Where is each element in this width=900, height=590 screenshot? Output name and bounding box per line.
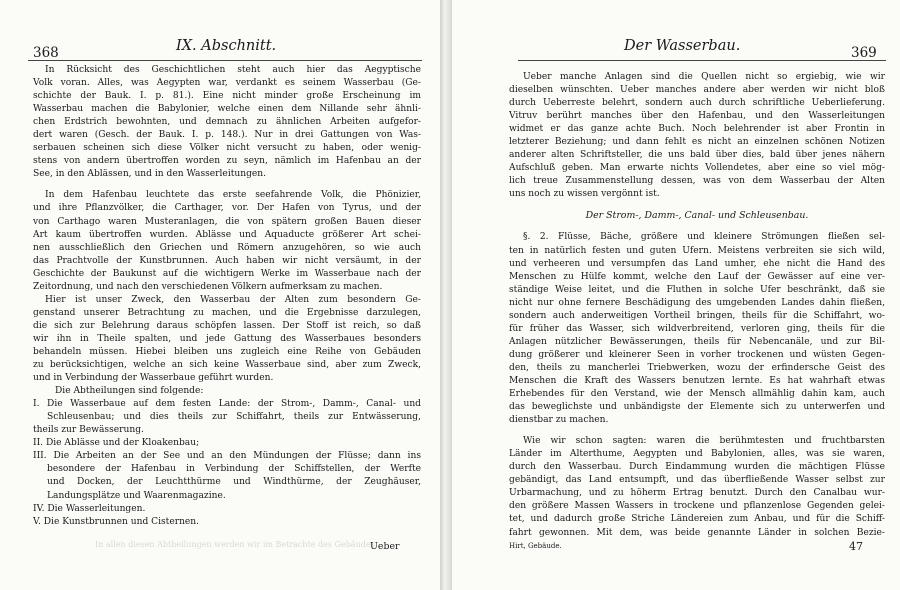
text-line: ständige Weise leitet, und die Fluthen in solche Ufer beschränkt, daß sie [509,284,885,295]
book-gutter [440,0,452,590]
text-line: letzterer Beziehung; und dann fehlt es nicht an einzelnen schönen Notizen [509,137,885,148]
text-line: anderer alten Schriftsteller, die uns bald über dies, bald über jenes nähern [509,150,885,161]
text-line: Erhebendes für den Verstand, wie der Mensch allmählig dahin kam, auch [509,389,885,400]
text-line: Schleusenbau; und dies theils zur Schiffahrt, theils zur Entwässerung, [47,412,421,423]
text-line: Aufschluß geben. Man erwarte nichts Vollendetes, aber eine so viel mög- [509,163,885,174]
text-line: dieselben wünschten. Ueber manches andere aber werden wir nicht bloß [509,85,885,96]
paragraph-gap [509,201,885,209]
catchword: Ueber [370,541,400,552]
text-line: lich treue Zusammenstellung dessen, was von dem Wasserbau der Alten [509,176,885,187]
text-line: II. Die Ablässe und der Kloakenbau; [33,438,200,449]
signature-number: 47 [849,539,863,553]
text-line: See, in den Ablässen, und in den Wasserleitungen. [33,169,267,180]
text-line: Volk voran. Alles, was Aegypten war, verdankt es seinem Wasserbau (Ge- [33,78,421,89]
text-line: genstand unserer Betrachtung zu machen, und die Ergebnisse darzulegen, [33,307,421,318]
text-line: §. 2. Flüsse, Bäche, größere und kleinere Strömungen fließen sel- [523,232,885,243]
running-head-left: IX. Abschnitt. [176,38,277,54]
text-line: sondern auch anderweitigen Vortheil bringen, theils für die Schiffahrt, wo- [509,310,885,321]
text-line: dert waren (Gesch. der Bauk. I. p. 148.). Nur in drei Gattungen von Was- [33,130,421,141]
text-line: nen ausschließlich den Griechen und Römern anzugehören, so wie auch [33,242,421,253]
header-rule-right [518,60,886,61]
text-line: das Prachtvolle der Kunstbrunnen. Auch haben wir nicht versäumt, in der [33,255,421,266]
text-line: Vitruv berührt manches über den Hafenbau, und den Wasserleitungen [509,111,885,122]
text-line: In dem Hafenbau leuchtete das erste seefahrende Volk, die Phönizier, [45,190,421,201]
page-number-right: 369 [851,45,877,61]
text-line: Die Abtheilungen sind folgende: [55,386,204,397]
text-line: Ueber manche Anlagen sind die Quellen nicht so ergiebig, wie wir [523,72,885,82]
signature-row [509,540,885,553]
text-line: Wie wir schon sagten: waren die berühmtesten und fruchtbarsten [523,436,885,447]
text-line: von Carthago waren Musteranlagen, die von spätern großen Bauen dieser [33,216,421,227]
page-number-left: 368 [33,45,59,61]
text-line: Landungsplätze und Waarenmagazine. [47,490,226,501]
text-line: Wasserbau machen die Babylonier, welche einen dem Nillande sehr ähnli- [33,104,421,115]
text-line: zu berücksichtigen, welche an sich keine Wasserbaue sind, aber zum Zweck, [33,360,421,371]
text-line: nicht nur ohne fernere Beschädigung des umgebenden Landes dahin fließen, [509,297,885,308]
text-line: die sich zur Belehrung daraus schöpfen lassen. Der Stoff ist reich, so daß [33,320,421,331]
paragraph-gap [33,181,421,189]
text-line: Hier ist unser Zweck, den Wasserbau der Alten zum besondern Ge- [45,294,421,305]
text-line: serbauen scheinen sich diese Völker nicht versucht zu haben, oder wenig- [33,143,421,154]
text-line: Art kaum übertroffen wurden. Ablässe und Aquaducte größerer Art schei- [33,229,421,240]
text-line: durch den Wasserbau. Durch Eindammung wurden die mächtigen Flüsse [509,462,885,473]
text-line: den, theils zu mancherlei Triebwerken, wozu der erfindersche Geist des [509,362,885,373]
text-line: tet, und dadurch große Striche Ländereien zum Anbau, und für die Schiff- [509,514,885,525]
right-text-column [509,71,885,553]
text-line: Menschen zu Hülfe kommt, welche den Lauf der Gewässer auf eine ver- [509,271,885,282]
right-page [452,0,900,590]
text-line: fahrt gewonnen. Mit dem, was beide genannte Länder in solchen Bezie- [509,527,885,538]
text-line: I. Die Wasserbaue auf dem festen Lande: der Strom-, Damm-, Canal- und [33,399,421,410]
header-rule-left [28,60,422,61]
text-line: IV. Die Wasserleitungen. [33,503,146,514]
text-line: dung größerer und kleinerer Seen in vorher trockenen und wüsten Gegen- [509,349,885,360]
text-line: und Docken, der Leuchtthürme und Windthürme, der Zeughäuser, [47,477,421,488]
text-line: schichte der Bauk. I. p. 81.). Eine nicht minder große Erscheinung im [33,91,421,102]
text-line: In Rücksicht des Geschichtlichen steht auch hier das Aegyptische [45,65,421,75]
faded-line: In allen diesen Abtheilungen werden wir im Betrachte des Gebäudes [95,540,375,549]
paragraph-gap [509,427,885,435]
text-line: Menschen die Kraft des Wassers benutzen lernte. Es hat wahrhaft etwas [509,375,885,386]
text-line: und in Verbindung der Wasserbaue geführt wurden. [33,373,274,384]
text-line: ten in natürlich festen und guten Ufern. Meistens verbreiten sie sich wild, [509,245,885,256]
text-line: Anlagen nützlicher Bewässerungen, theils für Nebencanäle, und zur Bil- [509,336,885,347]
text-line: stens von andern übertroffen worden zu seyn, nämlich im Hafenbau an der [33,156,421,167]
left-text-column [33,64,421,529]
text-line: das beweglichste und unbändigste der Elemente sich zu unterwerfen und [509,402,885,413]
text-line: den größere Massen Wassers in trockene und pflanzenlose Gegenden gelei- [509,501,885,512]
left-page [0,0,440,590]
text-line: dienstbar zu machen. [509,415,609,426]
signature-mark: Hirt, Gebäude. [509,541,562,550]
text-line: Länder im Alterthume, Aegypten und Babylonien, alles, was sie waren, [509,449,885,460]
text-line: behandeln müssen. Hiebei bleiben uns zugleich eine Reihe von Gebäuden [33,346,421,357]
text-line: V. Die Kunstbrunnen und Cisternen. [33,516,200,527]
text-line: für früher das Wasser, sich wildverbreitend, verloren ging, theils für die [509,323,885,334]
text-line: chen Erdstrich bewohnten, und demnach zu ähnlichen Arbeiten aufgefor- [33,117,421,128]
text-line: uns noch zu wissen vergönnt ist. [509,189,660,200]
text-line: widmet er das ganze achte Buch. Noch belehrender ist aber Frontin in [509,124,885,135]
text-line: Zeitordnung, und nach den verschiedenen Völkern aufmerksam zu machen. [33,281,383,292]
text-line: besondere der Hafenbau in Verbindung der Schiffstellen, der Werfte [47,464,421,475]
text-line: wir ihn in Theile spalten, und jede Gattung des Wasserbaues besonders [33,333,421,344]
text-line: und verheeren und versumpfen das Land umher, ehe nicht die Hand des [509,258,885,269]
paragraph-gap [509,223,885,231]
text-line: theils zur Bewässerung. [33,425,144,436]
text-line: und ihre Pflanzvölker, die Carthager, vor. Der Hafen von Tyrus, und der [33,203,421,214]
text-line: III. Die Arbeiten an der See und an den Mündungen der Flüsse; dann ins [33,451,421,462]
section-title: Der Strom-, Damm-, Canal- und Schleusenbau. [585,210,809,222]
text-line: Geschichte der Baukunst auf die wichtigern Werke im Wasserbaue nach der [33,268,421,279]
text-line: Urbarmachung, und zu höherm Ertrag benutzt. Durch den Canalbau wur- [509,488,885,499]
text-line: durch Ueberreste belehrt, sondern auch durch schriftliche Ueberlieferung. [509,98,885,109]
running-head-right: Der Wasserbau. [624,38,741,54]
text-line: gebändigt, das Land entsumpft, und das überfließende Wasser selbst zur [509,475,885,486]
